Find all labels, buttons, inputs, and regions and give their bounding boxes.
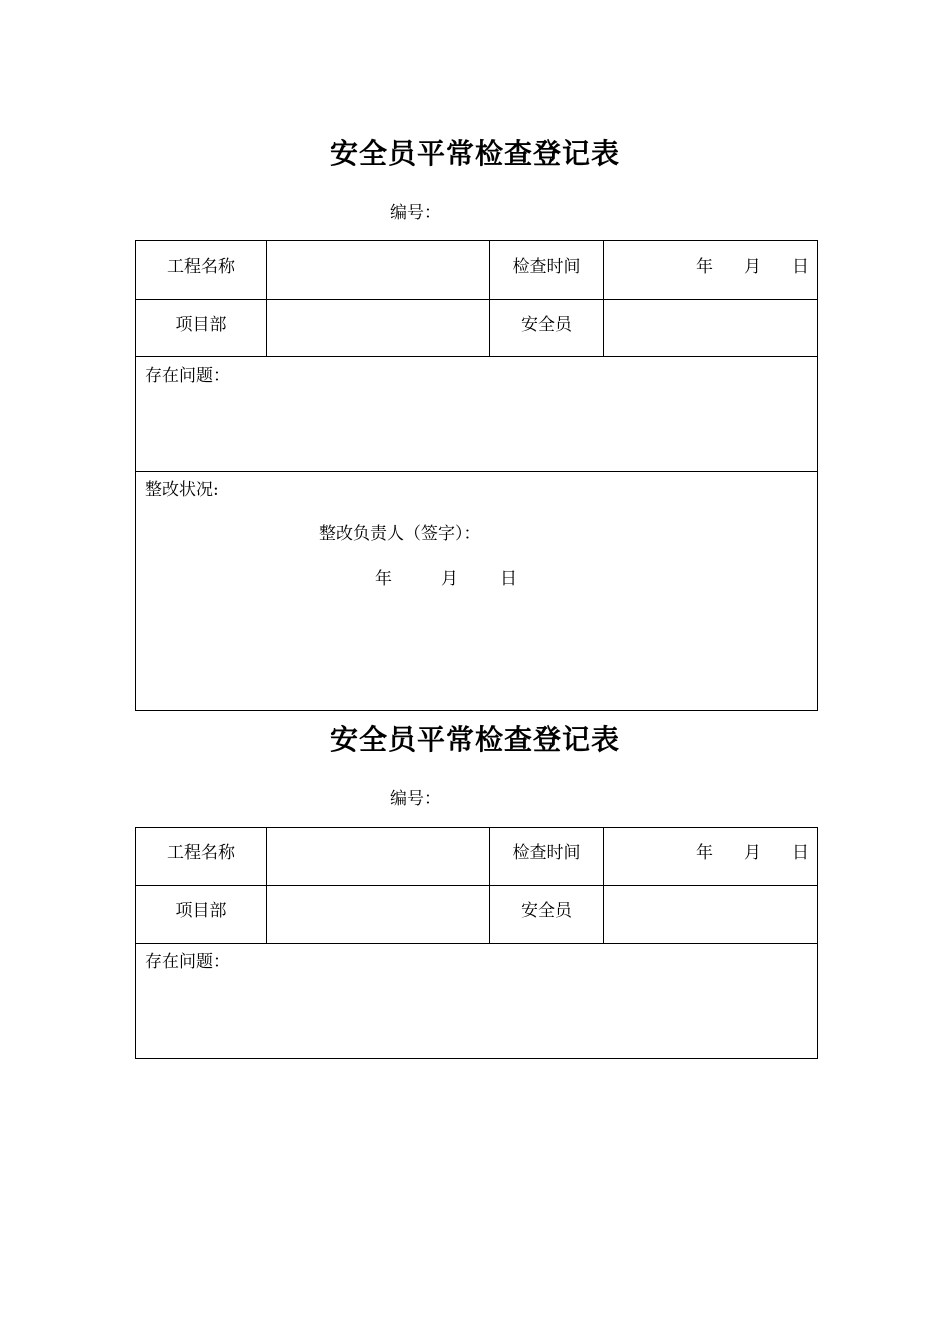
responsible-signature-label: 整改负责人（签字）： [319,524,481,544]
department-field[interactable] [268,302,488,354]
issues-label: 存在问题： [145,952,230,972]
sign-day: 日 [500,569,517,589]
form-1-row-divider [136,471,817,472]
form-2-number-label: 编号： [390,789,441,809]
form-1-table [135,240,818,711]
form-1-row-divider [136,356,817,357]
form-2-col-divider [266,828,267,943]
project-name-field[interactable] [268,832,488,883]
safety-officer-label: 安全员 [521,901,572,921]
form-1-number-label: 编号： [390,203,441,223]
date-day: 日 [792,843,809,863]
date-day: 日 [792,257,809,277]
safety-officer-label: 安全员 [521,315,572,335]
form-2-title: 安全员平常检查登记表 [329,723,620,756]
department-label: 项目部 [175,315,227,335]
safety-officer-field[interactable] [604,889,817,941]
form-2-row-divider [136,943,817,944]
project-name-label: 工程名称 [167,257,235,277]
inspection-date-field[interactable] [604,832,817,883]
project-name-label: 工程名称 [167,843,235,863]
sign-year: 年 [375,569,392,589]
inspection-time-label: 检查时间 [512,843,581,863]
issues-field[interactable] [145,973,805,1053]
date-year: 年 [696,257,713,277]
inspection-date-field[interactable] [604,245,817,297]
date-month: 月 [744,843,761,863]
sign-month: 月 [441,569,458,589]
department-field[interactable] [268,889,488,941]
date-month: 月 [744,257,761,277]
safety-officer-field[interactable] [604,302,817,354]
project-name-field[interactable] [268,245,488,297]
rectification-label: 整改状况: [145,480,219,500]
form-1-title: 安全员平常检查登记表 [329,137,620,170]
rectification-field[interactable] [145,591,805,701]
date-year: 年 [696,843,713,863]
inspection-time-label: 检查时间 [512,257,581,277]
form-1-row-divider [136,299,817,300]
form-2-row-divider [136,885,817,886]
form-2-table [135,827,818,1059]
issues-field[interactable] [145,386,805,466]
issues-label: 存在问题： [145,366,230,386]
form-1-col-divider [266,241,267,356]
department-label: 项目部 [175,901,227,921]
